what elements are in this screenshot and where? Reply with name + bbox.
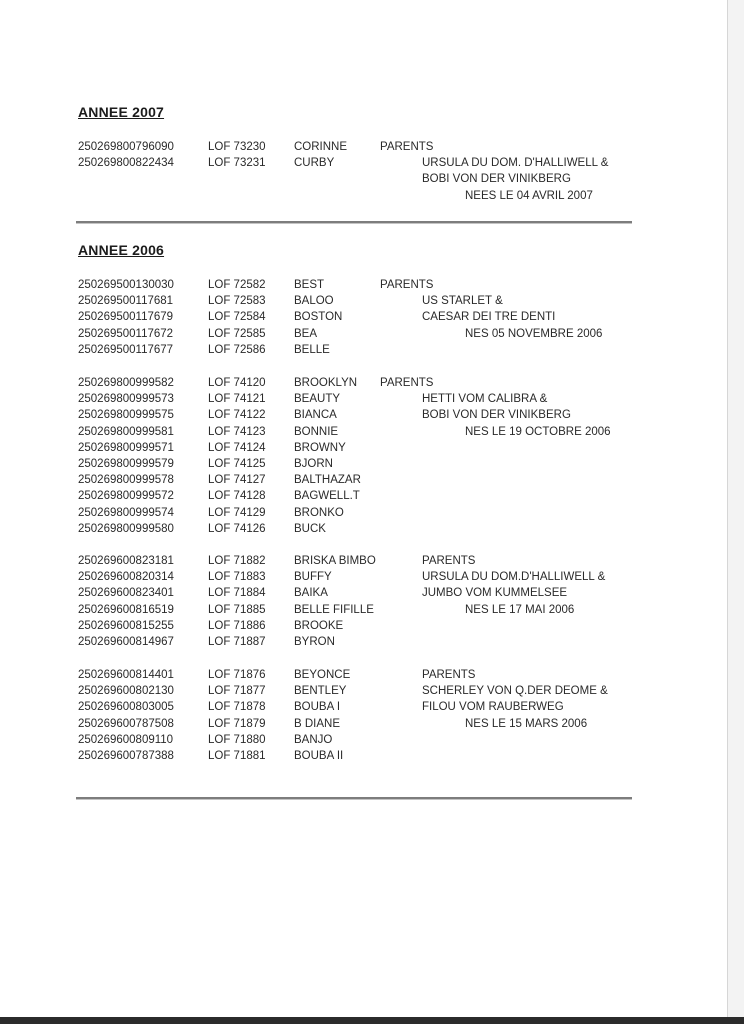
dog-name: CURBY (294, 157, 335, 169)
parent-sire: BOBI VON DER VINIKBERG (422, 173, 571, 185)
parent-sire: BOBI VON DER VINIKBERG (422, 409, 571, 421)
litter-row (0, 375, 727, 391)
birth-date: NES LE 19 OCTOBRE 2006 (465, 426, 611, 438)
chip-number: 250269600815255 (78, 620, 174, 632)
parents-label: PARENTS (380, 377, 434, 389)
chip-number: 250269800999573 (78, 393, 174, 405)
parents-label: PARENTS (422, 555, 476, 567)
litter-row (0, 440, 727, 456)
chip-number: 250269600787388 (78, 750, 174, 762)
chip-number: 250269600787508 (78, 718, 174, 730)
lof-number: LOF 74127 (208, 474, 266, 486)
litter-row (0, 521, 727, 537)
lof-number: LOF 71881 (208, 750, 266, 762)
chip-number: 250269600802130 (78, 685, 174, 697)
dog-name: BELLE (294, 344, 330, 356)
litter-row (0, 139, 727, 155)
litter-row (0, 456, 727, 472)
dog-name: BROWNY (294, 442, 346, 454)
chip-number: 250269500117677 (78, 344, 174, 356)
section-title: ANNEE 2006 (78, 242, 165, 258)
dog-name: B DIANE (294, 718, 341, 730)
parents-label: PARENTS (422, 669, 476, 681)
dog-name: BEST (294, 279, 325, 291)
chip-number: 250269800822434 (78, 157, 174, 169)
litter-row (0, 472, 727, 488)
dog-name: BAIKA (294, 587, 328, 599)
lof-number: LOF 72582 (208, 279, 266, 291)
litter-row (0, 293, 727, 309)
lof-number: LOF 74123 (208, 426, 266, 438)
litter-row (0, 618, 727, 634)
lof-number: LOF 71880 (208, 734, 266, 746)
dog-name: BENTLEY (294, 685, 347, 697)
dog-name: BUCK (294, 523, 326, 535)
litter-row (0, 569, 727, 585)
lof-number: LOF 73230 (208, 141, 266, 153)
dog-name: BEYONCE (294, 669, 351, 681)
lof-number: LOF 71879 (208, 718, 266, 730)
litter-row (0, 683, 727, 699)
litter-row (0, 277, 727, 293)
litter-row (0, 585, 727, 601)
dog-name: BAGWELL.T (294, 490, 360, 502)
lof-number: LOF 71882 (208, 555, 266, 567)
litter-row (0, 699, 727, 715)
chip-number: 250269800999578 (78, 474, 174, 486)
birth-date: NES LE 15 MARS 2006 (465, 718, 588, 730)
lof-number: LOF 71887 (208, 636, 266, 648)
lof-number: LOF 74121 (208, 393, 266, 405)
chip-number: 250269500130030 (78, 279, 174, 291)
lof-number: LOF 74120 (208, 377, 266, 389)
lof-number: LOF 74129 (208, 507, 266, 519)
scan-edge-bottom (0, 1017, 744, 1024)
chip-number: 250269800796090 (78, 141, 174, 153)
lof-number: LOF 72583 (208, 295, 266, 307)
parent-sire: JUMBO VOM KUMMELSEE (422, 587, 568, 599)
chip-number: 250269600809110 (78, 734, 174, 746)
dog-name: BALTHAZAR (294, 474, 361, 486)
birth-date: NEES LE 04 AVRIL 2007 (465, 190, 593, 202)
litter-row (0, 667, 727, 683)
dog-name: BIANCA (294, 409, 337, 421)
chip-number: 250269800999582 (78, 377, 174, 389)
dog-name: BROOKLYN (294, 377, 358, 389)
lof-number: LOF 71883 (208, 571, 266, 583)
dog-name: BANJO (294, 734, 333, 746)
lof-number: LOF 71878 (208, 701, 266, 713)
parent-dam: URSULA DU DOM.D'HALLIWELL & (422, 571, 606, 583)
litter-row (0, 732, 727, 748)
chip-number: 250269800999580 (78, 523, 174, 535)
section-divider (76, 797, 632, 800)
dog-name: BRONKO (294, 507, 344, 519)
lof-number: LOF 72584 (208, 311, 266, 323)
parent-dam: SCHERLEY VON Q.DER DEOME & (422, 685, 608, 697)
chip-number: 250269800999574 (78, 507, 174, 519)
dog-name: BONNIE (294, 426, 339, 438)
parents-label: PARENTS (380, 279, 434, 291)
lof-number: LOF 71884 (208, 587, 266, 599)
litter-row (0, 716, 727, 732)
lof-number: LOF 74124 (208, 442, 266, 454)
dog-name: BEA (294, 328, 318, 340)
dog-name: BJORN (294, 458, 333, 470)
litter-row (0, 553, 727, 569)
chip-number: 250269600823401 (78, 587, 174, 599)
litter-row (0, 391, 727, 407)
birth-date: NES LE 17 MAI 2006 (465, 604, 575, 616)
litter-row (0, 488, 727, 504)
dog-name: BALOO (294, 295, 334, 307)
dog-name: BELLE FIFILLE (294, 604, 374, 616)
chip-number: 250269600816519 (78, 604, 174, 616)
lof-number: LOF 71885 (208, 604, 266, 616)
parents-label: PARENTS (380, 141, 434, 153)
litter-row (0, 634, 727, 650)
section-title: ANNEE 2007 (78, 104, 165, 120)
lof-number: LOF 74128 (208, 490, 266, 502)
chip-number: 250269500117679 (78, 311, 174, 323)
birth-date: NES 05 NOVEMBRE 2006 (465, 328, 603, 340)
litter-row (0, 309, 727, 325)
lof-number: LOF 74126 (208, 523, 266, 535)
chip-number: 250269600820314 (78, 571, 174, 583)
lof-number: LOF 71876 (208, 669, 266, 681)
litter-row (0, 748, 727, 764)
dog-name: BOSTON (294, 311, 343, 323)
chip-number: 250269800999579 (78, 458, 174, 470)
litter-row (0, 155, 727, 171)
lof-number: LOF 72585 (208, 328, 266, 340)
dog-name: BEAUTY (294, 393, 341, 405)
dog-name: BYRON (294, 636, 335, 648)
chip-number: 250269500117681 (78, 295, 174, 307)
litter-row (0, 342, 727, 358)
scan-edge-right (727, 0, 744, 1024)
parent-sire: CAESAR DEI TRE DENTI (422, 311, 556, 323)
chip-number: 250269800999581 (78, 426, 174, 438)
dog-name: BROOKE (294, 620, 344, 632)
dog-name: CORINNE (294, 141, 348, 153)
chip-number: 250269600823181 (78, 555, 174, 567)
chip-number: 250269500117672 (78, 328, 174, 340)
lof-number: LOF 73231 (208, 157, 266, 169)
litter-row (0, 326, 727, 342)
parent-dam: HETTI VOM CALIBRA & (422, 393, 548, 405)
lof-number: LOF 72586 (208, 344, 266, 356)
parent-dam: URSULA DU DOM. D'HALLIWELL & (422, 157, 609, 169)
chip-number: 250269600814401 (78, 669, 174, 681)
lof-number: LOF 71877 (208, 685, 266, 697)
dog-name: BOUBA II (294, 750, 344, 762)
parent-dam: US STARLET & (422, 295, 503, 307)
litter-row (0, 505, 727, 521)
dog-name: BUFFY (294, 571, 332, 583)
litter-row (0, 602, 727, 618)
chip-number: 250269600803005 (78, 701, 174, 713)
dog-name: BOUBA I (294, 701, 341, 713)
litter-row (0, 407, 727, 423)
lof-number: LOF 74125 (208, 458, 266, 470)
litter-row (0, 424, 727, 440)
dog-name: BRISKA BIMBO (294, 555, 376, 567)
chip-number: 250269600814967 (78, 636, 174, 648)
section-divider (76, 221, 632, 224)
chip-number: 250269800999571 (78, 442, 174, 454)
lof-number: LOF 74122 (208, 409, 266, 421)
parent-sire: FILOU VOM RAUBERWEG (422, 701, 564, 713)
chip-number: 250269800999575 (78, 409, 174, 421)
lof-number: LOF 71886 (208, 620, 266, 632)
chip-number: 250269800999572 (78, 490, 174, 502)
